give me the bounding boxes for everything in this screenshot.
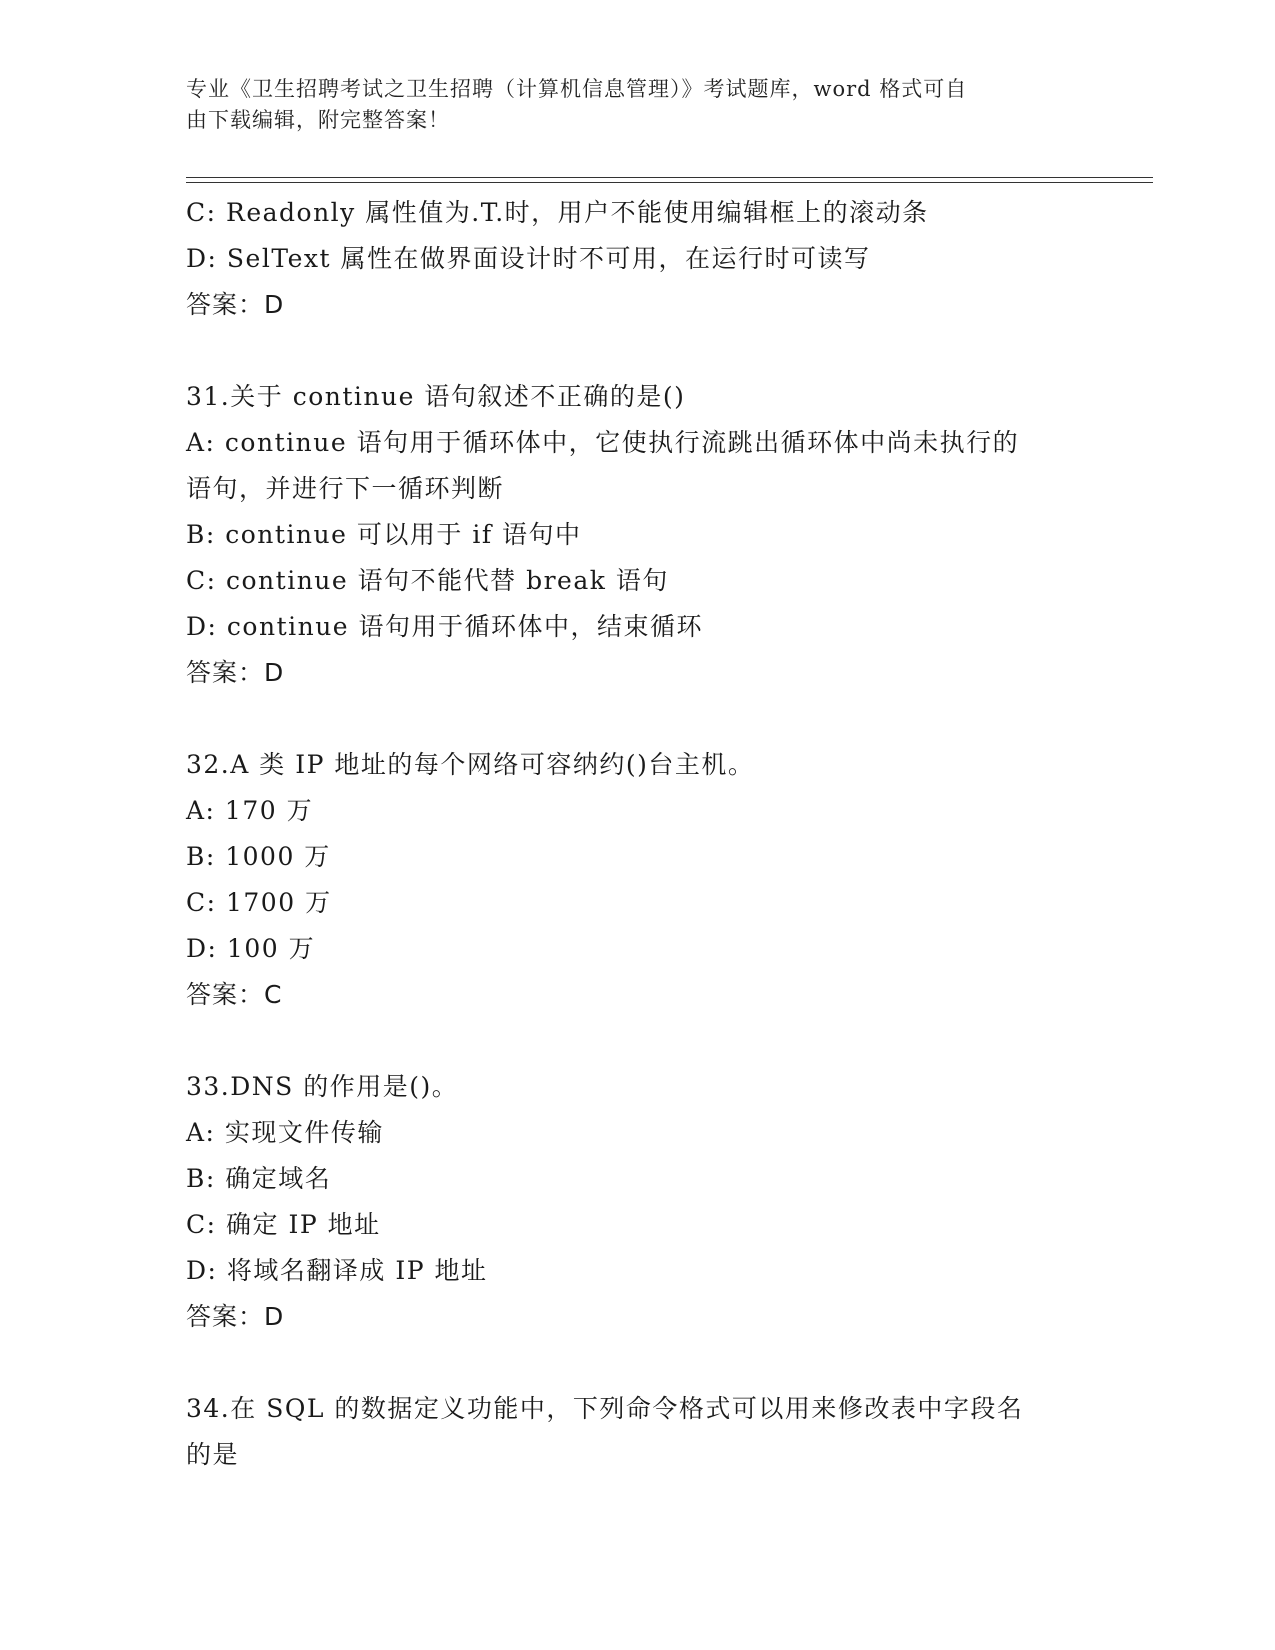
question-block-30 [186, 190, 1106, 328]
option-a: A: 170 万 [186, 796, 314, 825]
option-a: A: 实现文件传输 [186, 1118, 384, 1147]
option-d: D: 将域名翻译成 IP 地址 [186, 1256, 488, 1285]
answer-line: 答案：D [186, 290, 285, 319]
question-stem: 34.在 SQL 的数据定义功能中，下列命令格式可以用来修改表中字段名 [186, 1394, 1024, 1423]
question-stem: 33.DNS 的作用是()。 [186, 1072, 459, 1101]
header-divider-top [186, 177, 1153, 178]
answer-line: 答案：D [186, 1302, 285, 1331]
option-b: B: 1000 万 [186, 842, 331, 871]
spacer [186, 1340, 1106, 1386]
header-divider-bottom [186, 182, 1153, 183]
question-block-34 [186, 1386, 1106, 1478]
option-d: D: 100 万 [186, 934, 316, 963]
option-c: C: Readonly 属性值为.T.时，用户不能使用编辑框上的滚动条 [186, 198, 929, 227]
answer-line: 答案：C [186, 980, 283, 1009]
question-list [186, 190, 1106, 1478]
spacer [186, 1018, 1106, 1064]
option-a-continued: 语句，并进行下一循环判断 [186, 474, 505, 503]
option-a: A: continue 语句用于循环体中，它使执行流跳出循环体中尚未执行的 [186, 428, 1020, 457]
question-block-33 [186, 1064, 1106, 1340]
option-c: C: 确定 IP 地址 [186, 1210, 381, 1239]
option-c: C: continue 语句不能代替 break 语句 [186, 566, 669, 595]
option-d: D: SelText 属性在做界面设计时不可用，在运行时可读写 [186, 244, 871, 273]
option-b: B: continue 可以用于 if 语句中 [186, 520, 582, 549]
answer-line: 答案：D [186, 658, 285, 687]
header-line-1: 专业《卫生招聘考试之卫生招聘（计算机信息管理）》考试题库，word 格式可自 [186, 77, 968, 101]
header-line-2: 由下载编辑，附完整答案！ [186, 108, 450, 132]
question-block-31 [186, 374, 1106, 696]
question-stem: 32.A 类 IP 地址的每个网络可容纳约()台主机。 [186, 750, 755, 779]
spacer [186, 696, 1106, 742]
option-c: C: 1700 万 [186, 888, 332, 917]
question-stem-continued: 的是 [186, 1440, 240, 1469]
option-d: D: continue 语句用于循环体中，结束循环 [186, 612, 704, 641]
question-block-32 [186, 742, 1106, 1018]
option-b: B: 确定域名 [186, 1164, 332, 1193]
document-header [186, 74, 1086, 136]
question-stem: 31.关于 continue 语句叙述不正确的是() [186, 382, 686, 411]
spacer [186, 328, 1106, 374]
